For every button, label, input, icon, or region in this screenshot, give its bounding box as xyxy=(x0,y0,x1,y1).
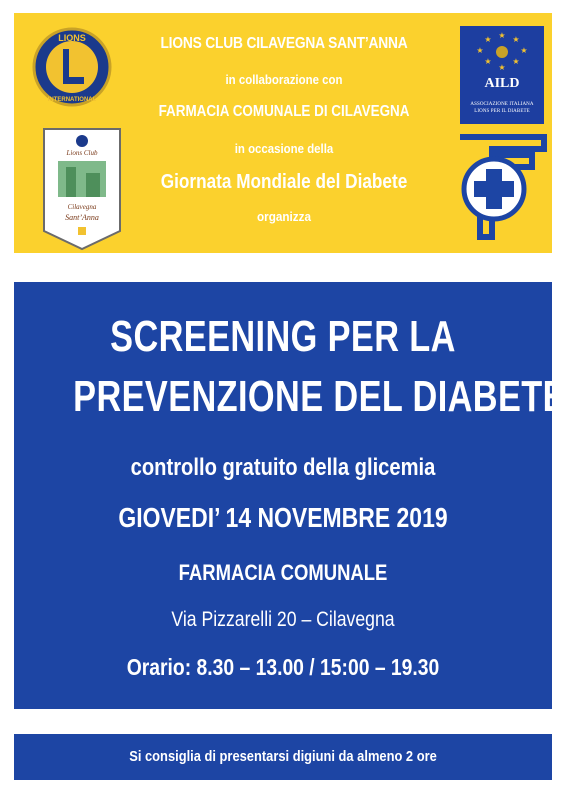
svg-text:Cilavegna: Cilavegna xyxy=(67,203,97,211)
footer-panel xyxy=(14,734,552,780)
svg-text:★: ★ xyxy=(512,57,520,66)
header-panel xyxy=(14,13,552,253)
svg-text:★: ★ xyxy=(520,46,528,55)
svg-text:Sant’Anna: Sant’Anna xyxy=(65,213,99,222)
lions-club-banner xyxy=(42,127,122,251)
aild-subtitle-1: ASSOCIAZIONE ITALIANA xyxy=(470,102,534,107)
svg-text:Lions Club: Lions Club xyxy=(66,149,98,157)
organizes-text: organizza xyxy=(257,209,311,224)
event-hours: Orario: 8.30 – 13.00 / 15:00 – 19.30 xyxy=(126,654,440,680)
event-address: Via Pizzarelli 20 – Cilavegna xyxy=(171,608,395,631)
title-line-2: PREVENZIONE DEL DIABETE xyxy=(73,372,566,421)
svg-text:LIONS: LIONS xyxy=(58,33,86,43)
svg-text:★: ★ xyxy=(498,63,506,72)
club-name: LIONS CLUB CILAVEGNA SANT’ANNA xyxy=(160,35,408,52)
header-text xyxy=(134,13,434,253)
event-name: Giornata Mondiale del Diabete xyxy=(160,171,408,193)
svg-text:★: ★ xyxy=(484,57,492,66)
svg-text:★: ★ xyxy=(512,35,520,44)
collaboration-text: in collaborazione con xyxy=(225,72,343,87)
pharmacy-cross-logo xyxy=(456,133,548,243)
event-date: GIOVEDI’ 14 NOVEMBRE 2019 xyxy=(118,502,448,533)
title-line-1: SCREENING PER LA xyxy=(110,312,456,361)
aild-name: AILD xyxy=(484,76,520,91)
svg-text:★: ★ xyxy=(484,35,492,44)
lions-international-logo xyxy=(32,27,112,107)
main-panel xyxy=(14,282,566,709)
pharmacy-name: FARMACIA COMUNALE DI CILAVEGNA xyxy=(158,103,410,120)
subtitle: controllo gratuito della glicemia xyxy=(130,454,436,481)
footer-note: Si consiglia di presentarsi digiuni da almeno 2 ore xyxy=(129,748,437,765)
stars-circle-icon xyxy=(460,26,544,76)
aild-subtitle-2: LIONS PER IL DIABETE xyxy=(474,109,530,114)
occasion-text: in occasione della xyxy=(234,141,334,156)
aild-logo xyxy=(460,26,544,124)
svg-text:★: ★ xyxy=(476,46,484,55)
svg-text:INTERNATIONAL: INTERNATIONAL xyxy=(47,97,97,103)
event-place: FARMACIA COMUNALE xyxy=(178,560,388,585)
svg-text:★: ★ xyxy=(498,31,506,40)
